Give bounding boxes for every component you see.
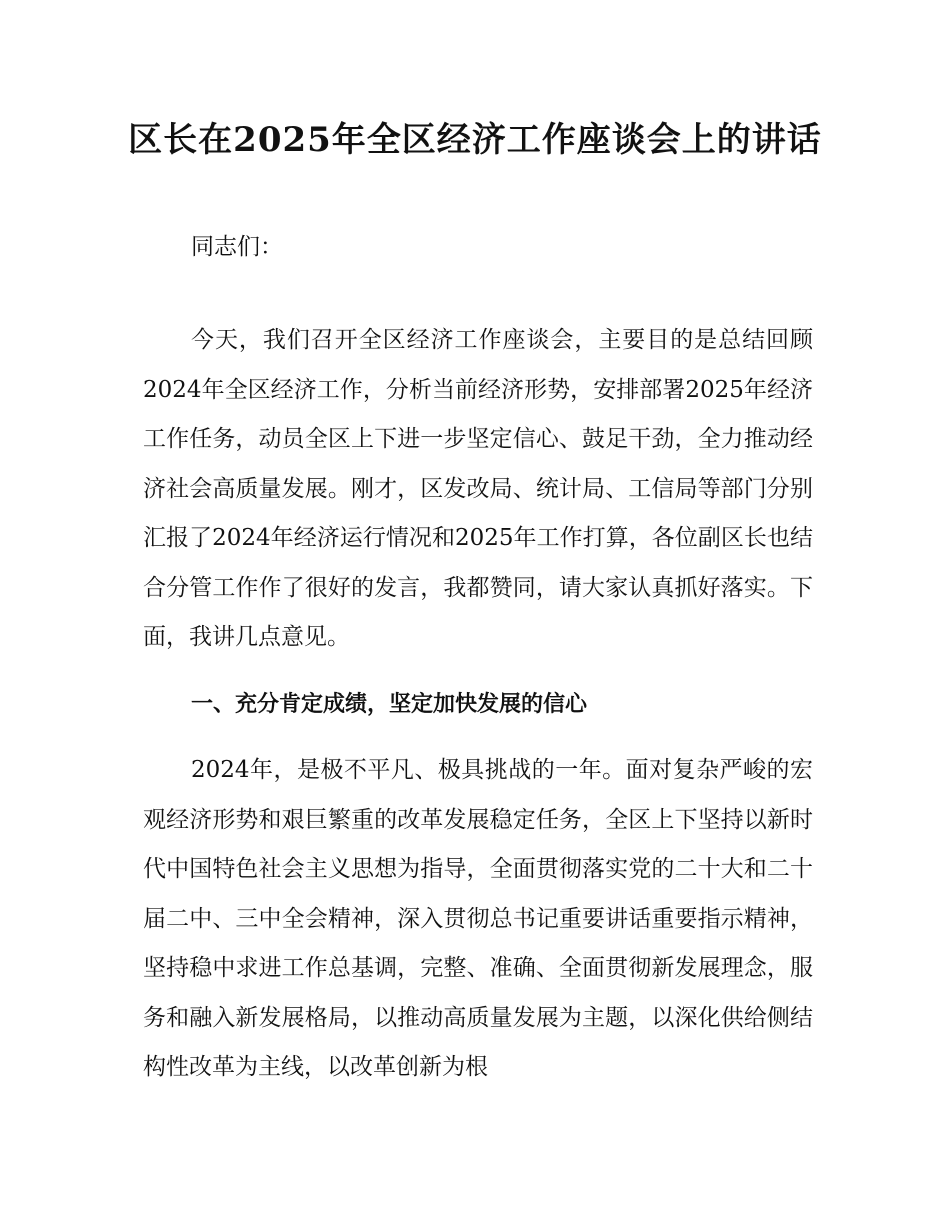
greeting: 同志们：: [191, 234, 283, 260]
paragraph-intro: 今天，我们召开全区经济工作座谈会，主要目的是总结回顾2024年全区经济工作，分析当前经济形势，安排部署2025年经济工作任务，动员全区上下进一步坚定信心、鼓足干劲，全力推动经济社会高质量发展。刚才，区发改局、统计局、工信局等部门分别汇报了2024年经济运行情况和2025年工作打算，各位副区长也结合分管工作作了很好的发言，我都赞同，请大家认真抓好落实。下面，我讲几点意见。: [143, 327, 813, 650]
document-title: 区长在2025年全区经济工作座谈会上的讲话: [128, 120, 822, 160]
section-heading: 一、充分肯定成绩，坚定加快发展的信心: [191, 692, 588, 717]
paragraph-review: 2024年，是极不平凡、极具挑战的一年。面对复杂严峻的宏观经济形势和艰巨繁重的改革发展稳定任务，全区上下坚持以新时代中国特色社会主义思想为指导，全面贯彻落实党的二十大和二十届二中、三中全会精神，深入贯彻总书记重要讲话重要指示精神，坚持稳中求进工作总基调，完整、准确、全面贯彻新发展理念，服务和融入新发展格局，以推动高质量发展为主题，以深化供给侧结构性改革为主线，以改革创新为根: [143, 757, 813, 1080]
